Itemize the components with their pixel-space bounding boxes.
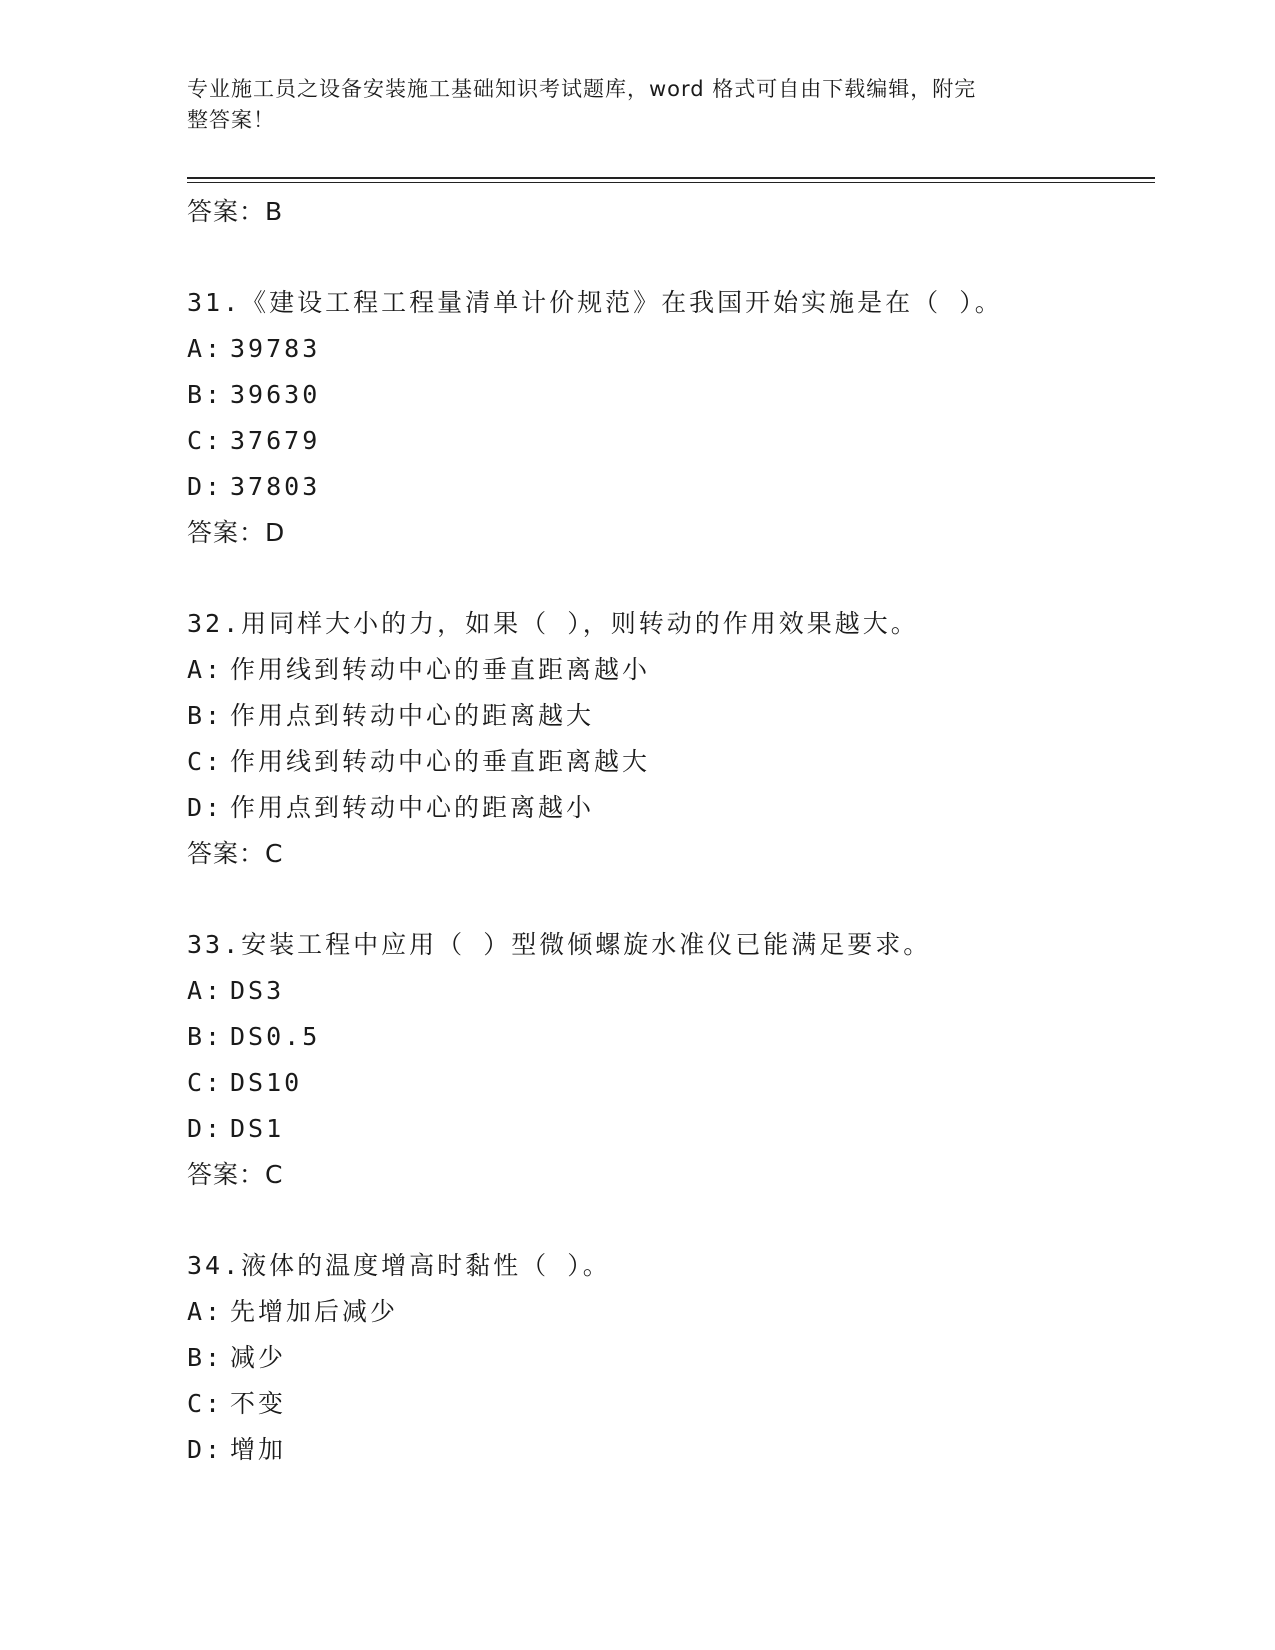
question-block	[187, 922, 1155, 1198]
option-label: B:	[187, 701, 224, 730]
option-text: 作用线到转动中心的垂直距离越小	[230, 655, 651, 684]
option-text: 作用点到转动中心的距离越大	[230, 701, 595, 730]
question-list	[187, 189, 1155, 1473]
option-text: 不变	[230, 1389, 287, 1418]
option-a	[187, 968, 1155, 1014]
question-text: 34.液体的温度增高时黏性（ ）。	[187, 1251, 611, 1280]
option-a	[187, 326, 1155, 372]
option-text: DS0.5	[230, 1022, 321, 1051]
option-label: B:	[187, 380, 224, 409]
option-b	[187, 372, 1155, 418]
option-label: C:	[187, 1389, 224, 1418]
option-text: 减少	[230, 1343, 287, 1372]
option-text: 39783	[230, 334, 321, 363]
question-block	[187, 601, 1155, 877]
option-c	[187, 1381, 1155, 1427]
option-label: C:	[187, 1068, 224, 1097]
question-text: 32.用同样大小的力，如果（ ），则转动的作用效果越大。	[187, 609, 919, 638]
option-text: 39630	[230, 380, 321, 409]
option-text: 作用点到转动中心的距离越小	[230, 793, 595, 822]
option-label: D:	[187, 1114, 224, 1143]
question-text: 33.安装工程中应用（ ）型微倾螺旋水准仪已能满足要求。	[187, 930, 932, 959]
question-text: 31.《建设工程工程量清单计价规范》在我国开始实施是在（ ）。	[187, 288, 1003, 317]
option-label: A:	[187, 976, 224, 1005]
option-c	[187, 739, 1155, 785]
option-text: DS10	[230, 1068, 303, 1097]
option-label: C:	[187, 747, 224, 776]
option-label: C:	[187, 426, 224, 455]
option-label: A:	[187, 655, 224, 684]
option-text: 37679	[230, 426, 321, 455]
document-header	[187, 74, 1067, 136]
option-label: B:	[187, 1022, 224, 1051]
option-c	[187, 1060, 1155, 1106]
option-text: 增加	[230, 1435, 287, 1464]
question-block	[187, 280, 1155, 556]
header-divider-thin	[187, 182, 1155, 183]
header-line-2: 整答案！	[187, 108, 275, 132]
option-b	[187, 693, 1155, 739]
option-label: B:	[187, 1343, 224, 1372]
option-label: D:	[187, 793, 224, 822]
option-c	[187, 418, 1155, 464]
option-b	[187, 1335, 1155, 1381]
option-b	[187, 1014, 1155, 1060]
answer-line: 答案：D	[187, 518, 286, 547]
option-d	[187, 785, 1155, 831]
option-a	[187, 1289, 1155, 1335]
answer-line: 答案：B	[187, 197, 284, 226]
option-a	[187, 647, 1155, 693]
option-d	[187, 1427, 1155, 1473]
answer-line: 答案：C	[187, 839, 284, 868]
option-text: 先增加后减少	[230, 1297, 399, 1326]
answer-line: 答案：C	[187, 1160, 284, 1189]
header-line-1: 专业施工员之设备安装施工基础知识考试题库，word 格式可自由下载编辑，附完	[187, 77, 977, 101]
question-block	[187, 1243, 1155, 1473]
option-text: 37803	[230, 472, 321, 501]
header-divider-thick	[187, 177, 1155, 179]
option-label: D:	[187, 472, 224, 501]
option-d	[187, 464, 1155, 510]
option-text: DS1	[230, 1114, 285, 1143]
option-d	[187, 1106, 1155, 1152]
option-text: 作用线到转动中心的垂直距离越大	[230, 747, 651, 776]
option-text: DS3	[230, 976, 285, 1005]
option-label: D:	[187, 1435, 224, 1464]
option-label: A:	[187, 334, 224, 363]
option-label: A:	[187, 1297, 224, 1326]
